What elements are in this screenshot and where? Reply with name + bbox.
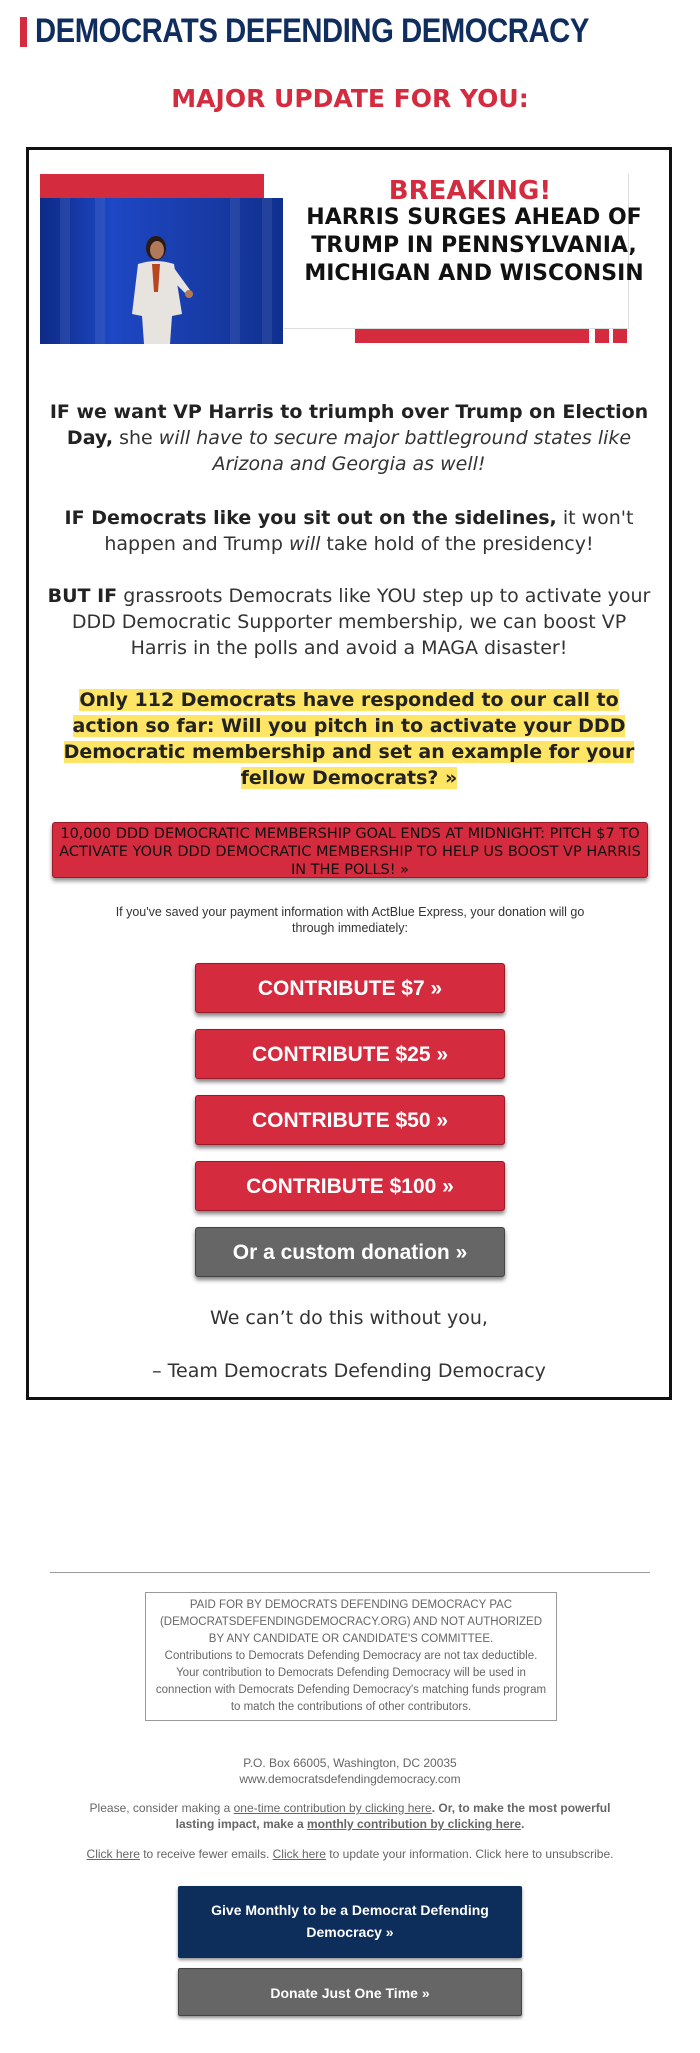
contribute-25-button[interactable]: CONTRIBUTE $25 » — [195, 1029, 505, 1079]
custom-donation-button[interactable]: Or a custom donation » — [195, 1227, 505, 1277]
p2-bold: IF Democrats like you sit out on the sidelines, — [64, 507, 557, 529]
p1-italic: will have to secure major battleground states like Arizona and Georgia as well! — [158, 427, 632, 475]
membership-goal-button[interactable]: 10,000 DDD DEMOCRATIC MEMBERSHIP GOAL ENDS AT MIDNIGHT: PITCH $7 TO ACTIVATE YOUR DDD DEMOCRATIC MEMBERSHIP TO HELP US BOOST VP HARRIS IN THE POLLS! » — [52, 822, 648, 878]
curtain-fold — [262, 198, 272, 344]
p3-plain: grassroots Democrats like YOU step up to activate your DDD Democratic Supporter membership, we can boost VP Harris in the polls and avoid a MAGA disaster! — [71, 585, 651, 659]
consider-end: . — [521, 1817, 525, 1831]
mailing-address — [0, 1755, 700, 1787]
legal-disclaimer — [145, 1592, 557, 1721]
paragraph-but-if — [43, 583, 655, 661]
banner-red-square — [595, 329, 609, 343]
highlighted-text[interactable]: Only 112 Democrats have responded to our call to action so far: Will you pitch in to activate your DDD Democratic membership and set an example for your fellow Democrats? » — [63, 689, 635, 789]
fewer-emails-text: to receive fewer emails. — [139, 1847, 273, 1861]
disclaimer-matching: Your contribution to Democrats Defending Democracy will be used in connection with Democrats Defending Democracy's matching funds program to match the contributions of other contributors. — [155, 1667, 547, 1713]
closing-line: We can’t do this without you, — [210, 1307, 488, 1329]
consider-prefix: Please, consider making a — [89, 1801, 234, 1815]
paragraph-election-day — [43, 399, 655, 477]
logo-bar — [20, 17, 27, 47]
curtain-fold — [230, 198, 240, 344]
breaking-label: BREAKING! — [388, 176, 552, 206]
monthly-contribution-link[interactable]: monthly contribution by clicking here — [307, 1817, 522, 1831]
person-figure — [126, 234, 196, 344]
donate-one-time-button[interactable]: Donate Just One Time » — [178, 1968, 522, 2016]
disclaimer-paid-for: PAID FOR BY DEMOCRATS DEFENDING DEMOCRACY PAC (DEMOCRATSDEFENDINGDEMOCRACY.ORG) AND NOT AUTHORIZED BY ANY CANDIDATE OR CANDIDATE'S COMMITTEE. — [159, 1599, 543, 1645]
email-card — [26, 147, 672, 1400]
logo — [0, 12, 700, 51]
contribute-100-button[interactable]: CONTRIBUTE $100 » — [195, 1161, 505, 1211]
breaking-banner[interactable] — [40, 174, 660, 374]
banner-red-square — [613, 329, 627, 343]
paragraph-sidelines — [43, 505, 655, 557]
p1-plain: she — [113, 427, 159, 449]
update-info-text: to update your information. Click here to unsubscribe. — [325, 1847, 614, 1861]
p2-italic: will — [289, 533, 321, 555]
disclaimer-tax: Contributions to Democrats Defending Democracy are not tax deductible. — [164, 1650, 538, 1662]
p2-plain-2: take hold of the presidency! — [320, 533, 594, 555]
one-time-contribution-link[interactable]: one-time contribution by clicking here — [233, 1801, 432, 1815]
contribute-50-button[interactable]: CONTRIBUTE $50 » — [195, 1095, 505, 1145]
actblue-note: If you've saved your payment information with ActBlue Express, your donation will go through immediately: — [115, 905, 585, 935]
consider-mid: . Or, to make the most powerful lasting impact, make a — [175, 1801, 611, 1831]
banner-photo — [40, 198, 283, 344]
curtain-fold — [95, 198, 105, 344]
banner-red-stripe-bottom — [355, 329, 589, 343]
contribute-7-button[interactable]: CONTRIBUTE $7 » — [195, 963, 505, 1013]
p1-bold: IF we want VP Harris to triumph over Trump on Election Day, — [49, 401, 649, 449]
fewer-emails-link[interactable]: Click here — [86, 1847, 140, 1861]
p2-plain: it won't happen and Trump — [104, 507, 634, 555]
email-preferences — [0, 1847, 700, 1861]
page-headline: MAJOR UPDATE FOR YOU: — [171, 84, 529, 113]
signature: – Team Democrats Defending Democracy — [152, 1360, 546, 1382]
address-line: P.O. Box 66005, Washington, DC 20035 — [243, 1756, 457, 1770]
logo-text: DEMOCRATS DEFENDING DEMOCRACY — [35, 12, 590, 50]
banner-headline: HARRIS SURGES AHEAD OF TRUMP IN PENNSYLVANIA, MICHIGAN AND WISCONSIN — [304, 205, 644, 286]
update-info-link[interactable]: Click here — [272, 1847, 326, 1861]
curtain-fold — [60, 198, 70, 344]
highlighted-call-to-action[interactable] — [43, 687, 655, 791]
p3-bold: BUT IF — [47, 585, 118, 607]
consider-contribution — [70, 1800, 630, 1832]
give-monthly-button[interactable]: Give Monthly to be a Democrat Defending Democracy » — [178, 1886, 522, 1958]
footer-divider — [50, 1572, 650, 1573]
banner-red-stripe-top — [40, 174, 264, 198]
website-line: www.democratsdefendingdemocracy.com — [239, 1772, 461, 1786]
